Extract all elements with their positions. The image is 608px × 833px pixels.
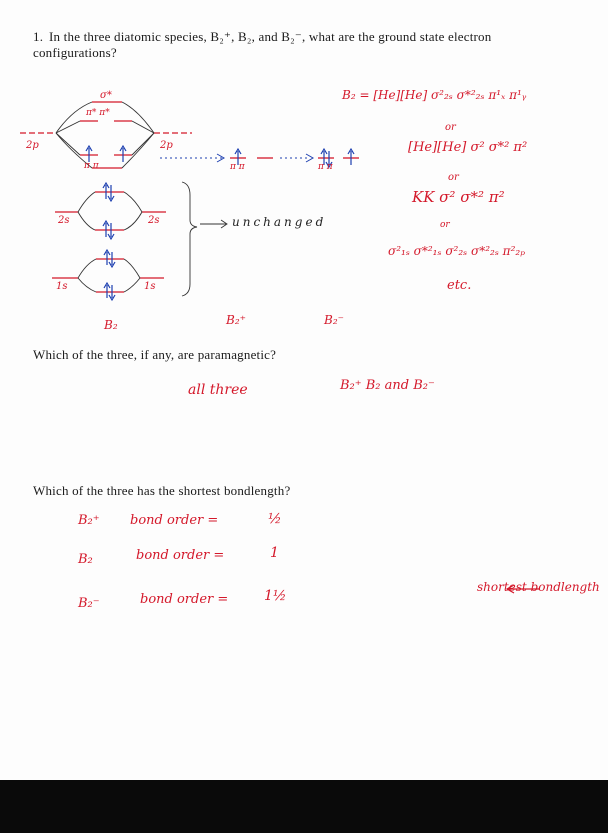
label-2p-right: 2p [160,140,173,151]
bond-row-3-value: 1½ [264,588,287,604]
label-1s-left: 1s [56,281,68,292]
label-pi-bond: π π [84,161,99,171]
config-line-1: B₂ = [He][He] σ²₂ₛ σ*²₂ₛ π¹ₓ π¹ᵧ [342,88,527,102]
question-number: 1. [33,29,44,44]
question-line-1: In the three diatomic species, B₂⁺, B₂, and B₂⁻, what are the ground state electron [49,29,492,44]
config-or-2: or [448,172,459,183]
species-b2minus: B₂⁻ [324,313,344,327]
config-line-3: KK σ² σ*² π² [412,188,505,206]
config-line-2: [He][He] σ² σ*² π² [408,140,528,155]
paramagnetic-answer-species: B₂⁺ B₂ and B₂⁻ [340,378,435,393]
shortest-bondlength-note: shortest bondlength [477,580,600,594]
unchanged-note: unchanged [232,215,327,229]
paramagnetic-answer-all: all three [188,382,248,398]
config-etc: etc. [447,278,472,293]
config-line-4: σ²₁ₛ σ*²₁ₛ σ²₂ₛ σ*²₂ₛ π²₂ₚ [388,244,525,258]
label-pi-minus: π π [318,162,333,172]
bond-row-1-value: ½ [268,511,282,527]
label-pi-plus: π π [230,162,245,172]
bond-row-2-text: bond order = [136,548,225,563]
bondlength-question: Which of the three has the shortest bondlength? [33,483,291,498]
bond-row-1-text: bond order = [130,513,219,528]
bond-row-2-species: B₂ [78,552,93,567]
bond-row-3-species: B₂⁻ [78,596,100,611]
label-sigma-star-2p: σ* [100,90,112,101]
species-b2plus: B₂⁺ [226,313,246,327]
paramagnetic-question: Which of the three, if any, are paramagnetic? [33,347,277,362]
label-1s-right: 1s [144,281,156,292]
label-2s-left: 2s [58,215,70,226]
bond-row-1-species: B₂⁺ [78,513,100,528]
label-pi-star: π* π* [86,108,110,118]
scan-border [0,780,608,833]
config-or-3: or [440,220,450,230]
label-2s-right: 2s [148,215,160,226]
question-line-2: configurations? [33,45,117,60]
bond-row-2-value: 1 [270,545,279,561]
label-2p-left: 2p [26,140,39,151]
species-b2: B₂ [104,318,118,332]
bond-row-3-text: bond order = [140,592,229,607]
config-or-1: or [445,122,456,133]
